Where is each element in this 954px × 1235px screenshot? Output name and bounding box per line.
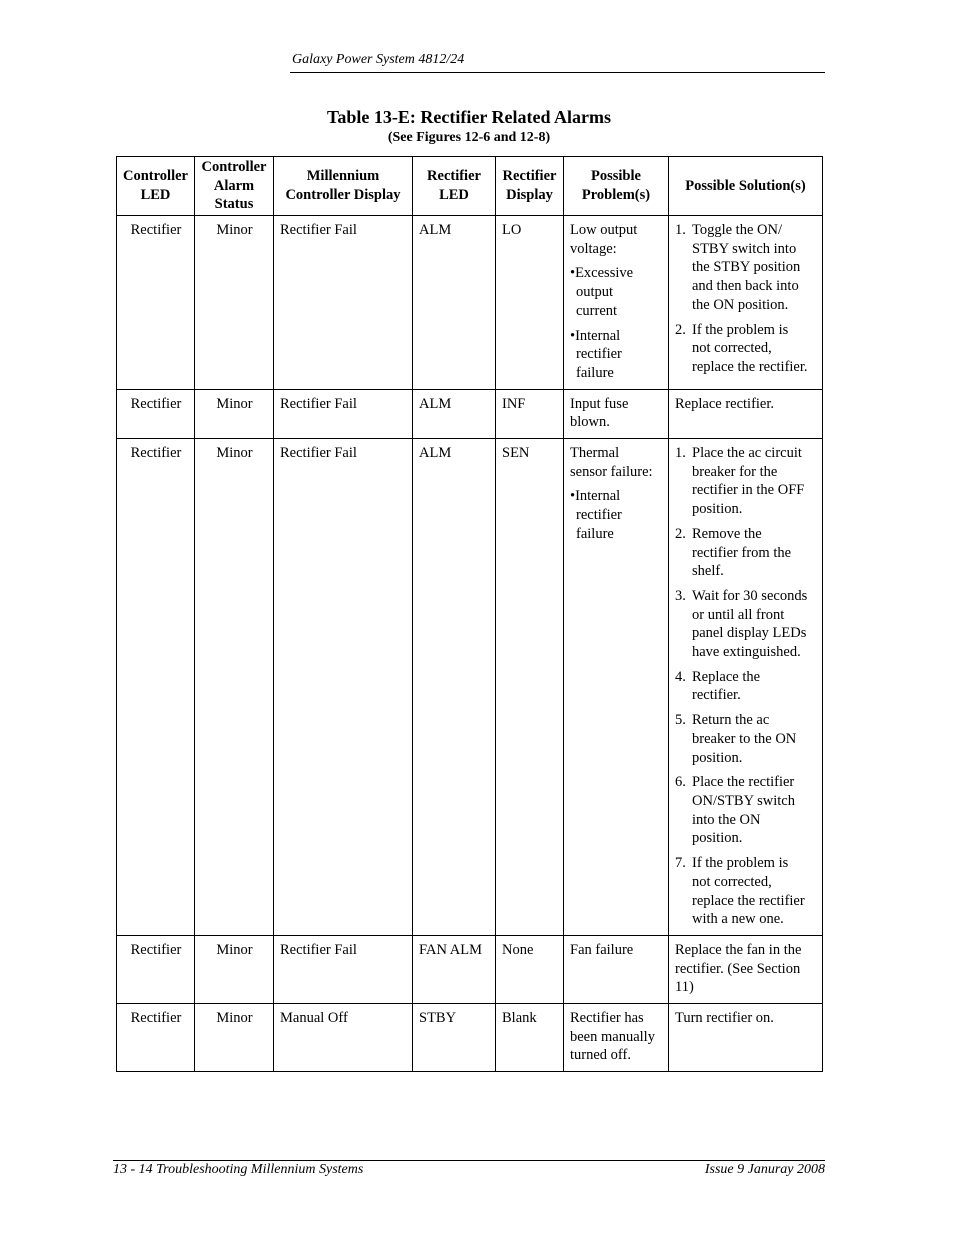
problem-bullet-line: output: [576, 284, 614, 301]
step-line: rectifier from the: [692, 544, 792, 561]
column-header-line: Rectifier: [502, 168, 557, 185]
table-row: [117, 439, 823, 936]
rectifier-display-cell: LO: [496, 216, 564, 390]
step-text: [692, 668, 817, 705]
step-number: 2.: [675, 525, 686, 542]
step-text: [692, 321, 817, 377]
solution-step: [675, 321, 817, 377]
step-line: panel display LEDs: [692, 625, 807, 642]
solution-line: 11): [675, 979, 694, 996]
step-line: replace the rectifier.: [692, 358, 808, 375]
problem-text: [570, 1009, 663, 1065]
controller-display-cell: Rectifier Fail: [274, 935, 413, 1003]
possible-solution-cell: [669, 389, 823, 438]
problem-line: Fan failure: [570, 941, 634, 958]
step-number: 1.: [675, 222, 686, 238]
table-header-row: [117, 157, 823, 216]
step-number: 2.: [675, 321, 686, 338]
controller-led-cell: Rectifier: [117, 439, 195, 936]
alarm-status-cell: Minor: [195, 389, 274, 438]
step-line: position.: [692, 749, 743, 766]
step-line: have extinguished.: [692, 644, 801, 661]
table-title: Table 13-E: Rectifier Related Alarms: [327, 107, 611, 127]
solution-step: [675, 444, 817, 519]
column-header: [413, 157, 496, 216]
column-header-line: Alarm: [213, 177, 255, 194]
column-header-line: Problem(s): [581, 187, 651, 203]
step-text: [692, 587, 817, 662]
step-line: If the problem is: [692, 855, 789, 872]
rectifier-alarms-table: [116, 156, 823, 1072]
table-subtitle: (See Figures 12-6 and 12-8): [387, 130, 551, 145]
solution-step: [675, 668, 817, 705]
step-line: Replace the: [692, 668, 761, 685]
problem-line: Rectifier has: [570, 1010, 644, 1027]
step-number: 5.: [675, 712, 686, 729]
solution-line: Replace rectifier.: [675, 395, 775, 412]
column-header-line: Controller Display: [285, 187, 401, 203]
possible-solution-cell: [669, 935, 823, 1003]
column-header: [496, 157, 564, 216]
problem-bullet: [570, 487, 663, 543]
problem-line: turned off.: [570, 1047, 631, 1064]
step-line: rectifier in the OFF: [692, 482, 805, 499]
problem-bullet-line: •Excessive: [570, 265, 634, 282]
table-row: [117, 1004, 823, 1072]
column-header-line: Rectifier: [427, 168, 481, 185]
problem-line: voltage:: [570, 240, 617, 257]
problem-text: [570, 941, 663, 960]
alarm-status-cell: Minor: [195, 439, 274, 936]
possible-problem-cell: [564, 439, 669, 936]
step-line: breaker for the: [692, 463, 778, 480]
step-line: rectifier.: [692, 687, 741, 704]
step-line: position.: [692, 830, 743, 847]
column-header-line: Status: [214, 196, 254, 213]
problem-bullet-line: failure: [576, 525, 614, 542]
solution-line: Turn rectifier on.: [675, 1010, 774, 1027]
solution-line: rectifier. (See Section: [675, 960, 801, 977]
step-text: [692, 854, 817, 929]
possible-problem-cell: [564, 216, 669, 390]
table-body: [117, 216, 823, 1072]
rectifier-led-cell: ALM: [413, 216, 496, 390]
step-line: If the problem is: [692, 321, 789, 338]
problem-text: [570, 221, 663, 258]
step-text: [692, 711, 817, 767]
problem-bullet: [570, 327, 663, 383]
solution-step: [675, 773, 817, 848]
alarm-status-cell: Minor: [195, 1004, 274, 1072]
possible-solution-cell: [669, 439, 823, 936]
possible-problem-cell: [564, 389, 669, 438]
solution-step: [675, 221, 817, 315]
table-row: [117, 389, 823, 438]
column-header-line: Possible Solution(s): [685, 177, 806, 194]
problem-line: sensor failure:: [570, 463, 653, 480]
column-header-line: LED: [439, 187, 469, 203]
rectifier-display-cell: Blank: [496, 1004, 564, 1072]
rectifier-display-cell: SEN: [496, 439, 564, 936]
footer-issue-date: Issue 9 Januray 2008: [704, 1162, 825, 1177]
rectifier-led-cell: ALM: [413, 389, 496, 438]
rectifier-display-cell: None: [496, 935, 564, 1003]
possible-problem-cell: [564, 935, 669, 1003]
step-line: position.: [692, 501, 743, 518]
problem-bullet-line: •Internal: [570, 488, 621, 505]
step-line: not corrected,: [692, 340, 772, 357]
problem-text: [570, 395, 663, 432]
controller-led-cell: Rectifier: [117, 216, 195, 390]
column-header-line: LED: [140, 187, 171, 203]
solution-text: [675, 941, 817, 997]
column-header: [669, 157, 823, 216]
step-text: [692, 773, 817, 848]
step-line: ON/STBY switch: [692, 792, 795, 809]
column-header-line: Millennium: [306, 168, 380, 185]
column-header-line: Display: [506, 187, 553, 203]
header-rule: [290, 72, 825, 73]
problem-bullet: [570, 264, 663, 320]
controller-display-cell: Rectifier Fail: [274, 216, 413, 390]
step-line: Place the rectifier: [692, 774, 795, 791]
column-header: [117, 157, 195, 216]
solution-line: Replace the fan in the: [675, 941, 802, 958]
running-header: Galaxy Power System 4812/24: [292, 52, 465, 67]
step-number: 3.: [675, 587, 686, 604]
problem-bullet-line: rectifier: [576, 346, 622, 363]
solution-step: [675, 711, 817, 767]
alarm-status-cell: Minor: [195, 216, 274, 390]
step-line: replace the rectifier: [692, 892, 805, 909]
problem-bullet-line: •Internal: [570, 327, 621, 344]
step-line: or until all front: [692, 606, 785, 623]
step-number: 1.: [675, 445, 686, 462]
controller-led-cell: Rectifier: [117, 1004, 195, 1072]
step-line: with a new one.: [692, 911, 784, 928]
controller-led-cell: Rectifier: [117, 935, 195, 1003]
step-text: [692, 444, 817, 519]
step-line: Return the ac: [692, 712, 770, 729]
problem-text: [570, 444, 663, 481]
possible-problem-cell: [564, 1004, 669, 1072]
step-text: [692, 221, 817, 315]
column-header: [564, 157, 669, 216]
step-number: 6.: [675, 774, 686, 791]
step-line: Remove the: [692, 525, 762, 542]
possible-solution-cell: [669, 216, 823, 390]
step-line: breaker to the ON: [692, 730, 797, 747]
step-line: Wait for 30 seconds: [692, 587, 808, 604]
controller-led-cell: Rectifier: [117, 389, 195, 438]
table-row: [117, 216, 823, 390]
step-text: [692, 525, 817, 581]
controller-display-cell: Rectifier Fail: [274, 389, 413, 438]
solution-text: [675, 1009, 817, 1028]
controller-display-cell: Manual Off: [274, 1004, 413, 1072]
step-line: and then back into: [692, 278, 799, 295]
column-header: [195, 157, 274, 216]
step-line: Toggle the ON/: [692, 222, 782, 238]
column-header-line: Controller: [201, 158, 267, 175]
alarm-status-cell: Minor: [195, 935, 274, 1003]
step-number: 4.: [675, 668, 686, 685]
problem-line: blown.: [570, 414, 610, 431]
rectifier-led-cell: STBY: [413, 1004, 496, 1072]
step-line: not corrected,: [692, 873, 772, 890]
step-line: shelf.: [692, 563, 724, 580]
problem-line: Thermal: [570, 445, 620, 462]
solution-step: [675, 587, 817, 662]
column-header-line: Controller: [123, 168, 188, 185]
step-line: the STBY position: [692, 259, 801, 276]
column-header-line: Possible: [591, 168, 641, 185]
solution-step: [675, 525, 817, 581]
footer-rule: [113, 1160, 825, 1161]
rectifier-display-cell: INF: [496, 389, 564, 438]
rectifier-led-cell: FAN ALM: [413, 935, 496, 1003]
column-header: [274, 157, 413, 216]
controller-display-cell: Rectifier Fail: [274, 439, 413, 936]
rectifier-led-cell: ALM: [413, 439, 496, 936]
problem-bullet-line: rectifier: [576, 507, 622, 524]
possible-solution-cell: [669, 1004, 823, 1072]
problem-bullet-line: current: [576, 302, 618, 319]
problem-line: Input fuse: [570, 395, 629, 412]
problem-line: been manually: [570, 1028, 655, 1045]
solution-step: [675, 854, 817, 929]
step-line: the ON position.: [692, 296, 789, 313]
step-line: into the ON: [692, 811, 761, 828]
problem-bullet-line: failure: [576, 364, 614, 381]
step-number: 7.: [675, 855, 686, 872]
step-line: Place the ac circuit: [692, 445, 802, 462]
step-line: STBY switch into: [692, 240, 797, 257]
table-row: [117, 935, 823, 1003]
problem-line: Low output: [570, 222, 638, 238]
solution-text: [675, 395, 817, 414]
footer-page-label: 13 - 14 Troubleshooting Millennium Systems: [113, 1162, 364, 1177]
